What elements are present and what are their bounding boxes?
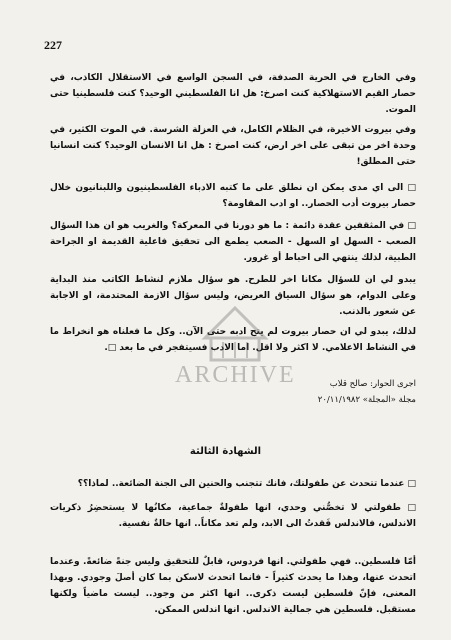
paragraph-1: وفي الخارج في الحرية الصدفة، في السجن الواسع في الاستقلال الكاذب، في حصار القيم الاستهلاكية كنت اصرخ: هل انا الفلسطيني الوحيد؟ كنت فلسطينيا حتى الموت. bbox=[50, 73, 416, 115]
paragraph-2: وفي بيروت الاخيرة، في الظلام الكامل، في العزلة الشرسة. في الموت الكثير، في وحدة اخر من تبقى على اخر ارض، كنت اصرخ : هل انا الانسان الوحيد؟ كنت انسانيا حتى المطلق! bbox=[50, 125, 416, 167]
interviewer-credit: اجرى الحوار: صالح قلاب bbox=[329, 379, 416, 389]
section-title: الشهادة الثالثة bbox=[189, 446, 262, 457]
page-number: 227 bbox=[44, 38, 62, 52]
testimony-question: □ عندما تتحدث عن طفولتك، فانك تتجنب والحنين الى الجنة الضائعة.. لماذا؟؟ bbox=[77, 479, 416, 489]
testimony-paragraph-2: أمّا فلسطين.. فهي طفولتي. انها فردوس، قابلٌ للتحقيق وليس جنةً ضائعةً. وعندما اتحدث عنها، وهذا ما يحدث كثيراً - فانما اتحدث لاسكن بما كان أصلَ وجودي. وبهذا المعنى، فإنّ فلسطين ليست ذكرى.. انها اكثر من وجود.. ليست ماضياً ولكنها مستقبل. فلسطين هي جمالية الاندلس. انها اندلس الممكن. bbox=[50, 557, 416, 615]
testimony-paragraph-1: □ طفولتي لا تخصُّني وحدي، انها طفولةٌ جماعية، مكانُها لا يستحضِرُ ذكريات الاندلس، فالاندلس فَقدتُ الى الابد، ولم تعد مكاناً.. انها حالةٌ نفسية. bbox=[50, 503, 416, 529]
question-1: □ الى اي مدى يمكن ان نطلق على ما كتبه الادباء الفلسطينيون واللبنانيون خلال حصار بيروت أدب الحصار.. او ادب المقاومة؟ bbox=[50, 183, 416, 209]
archive-logo-icon bbox=[165, 300, 305, 370]
paragraph-5: لذلك، يبدو لي ان حصار بيروت لم يتح ادبه حتى الآن.. وكل ما فعلناه هو انخراط ما في النشاط الاعلامي. لا اكثر ولا اقل. اما الادب فسيتفجر في ما بعد □. bbox=[50, 327, 416, 353]
paragraph-4: يبدو لي ان للسؤال مكانا اخر للطرح. هو سؤال ملازم لنشاط الكاتب منذ البداية وعلى الدوام، هو سؤال السياق العريض، وليس سؤال الازمة المحتدمة، او الاجابة عن شعور بالذنب. bbox=[50, 275, 416, 317]
source-credit: مجلة «المجلة» ٢٠/١١/١٩٨٢ bbox=[317, 395, 416, 405]
watermark-label: ARCHIVE bbox=[175, 362, 296, 388]
paragraph-3: □ في المثقفين عقدة دائمة : ما هو دورنا في المعركة؟ والغريب هو ان هذا السؤال الصعب - السهل او السهل - الصعب يطمع الى تحقيق فاعلية القديمة او الجراحة الطبية، لذلك ينتهي الى احباط أو غرور. bbox=[50, 221, 416, 263]
